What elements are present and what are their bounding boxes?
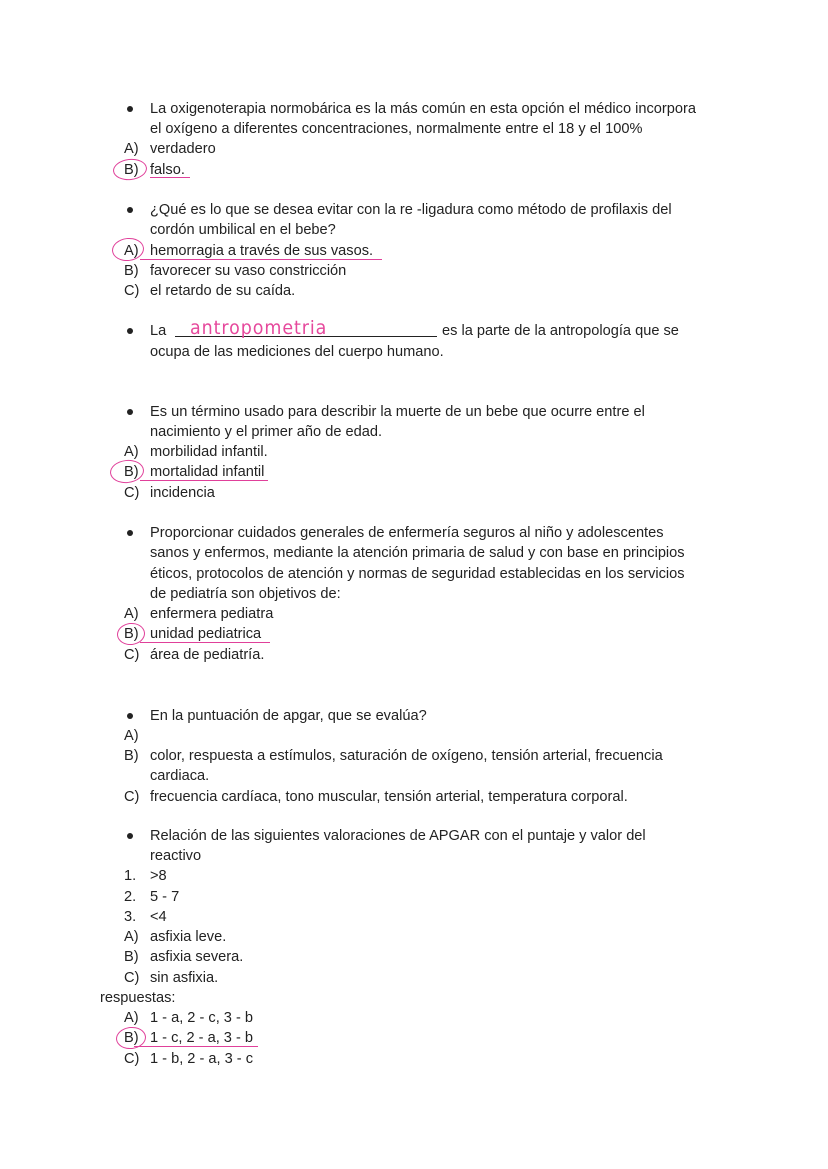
- question-stem: reactivo: [150, 848, 202, 864]
- answer-text: 1 - c, 2 - a, 3 - b: [150, 1030, 254, 1046]
- question-stem: Es un término usado para describir la muerte de un bebe que ocurre entre el: [150, 404, 645, 420]
- option-text: verdadero: [150, 141, 216, 157]
- question-stem: sanos y enfermos, mediante la atención primaria de salud y con base en principios: [150, 545, 685, 561]
- question-stem: nacimiento y el primer año de edad.: [150, 424, 383, 440]
- option-text: frecuencia cardíaca, tono muscular, tensión arterial, temperatura corporal.: [150, 789, 628, 805]
- option-marker: C): [124, 283, 140, 299]
- option-text: morbilidad infantil.: [150, 444, 268, 460]
- answer-marker: A): [124, 1010, 139, 1026]
- option-text: el retardo de su caída.: [150, 283, 296, 299]
- option-text: asfixia leve.: [150, 929, 227, 945]
- numbered-text: >8: [150, 868, 167, 884]
- answer-marker: C): [124, 1051, 140, 1067]
- answer-text: 1 - a, 2 - c, 3 - b: [150, 1010, 254, 1026]
- answer-circle-annotation: [112, 157, 148, 181]
- option-text: cardiaca.: [150, 768, 210, 784]
- option-marker: A): [124, 929, 139, 945]
- question-stem: éticos, protocolos de atención y normas de seguridad establecidas en los servicios: [150, 566, 685, 582]
- question-stem: ocupa de las mediciones del cuerpo humano.: [150, 344, 444, 360]
- option-text: favorecer su vaso constricción: [150, 263, 347, 279]
- question-stem: Proporcionar cuidados generales de enfermería seguros al niño y adolescentes: [150, 525, 664, 541]
- option-marker: C): [124, 970, 140, 986]
- option-text: enfermera pediatra: [150, 606, 274, 622]
- question-stem: Relación de las siguientes valoraciones de APGAR con el puntaje y valor del: [150, 828, 646, 844]
- option-text: asfixia severa.: [150, 949, 244, 965]
- answer-underline-annotation: [140, 480, 268, 481]
- question-stem: cordón umbilical en el bebe?: [150, 222, 336, 238]
- option-marker: B): [124, 464, 139, 480]
- option-text: área de pediatría.: [150, 647, 265, 663]
- bullet-icon: [127, 409, 133, 415]
- bullet-icon: [127, 328, 133, 334]
- answer-text: 1 - b, 2 - a, 3 - c: [150, 1051, 254, 1067]
- numbered-marker: 3.: [124, 909, 137, 925]
- handwritten-answer: antropometria: [190, 317, 328, 339]
- option-text: mortalidad infantil: [150, 464, 265, 480]
- bullet-icon: [127, 106, 133, 112]
- option-marker: B): [124, 949, 139, 965]
- option-text: falso.: [150, 162, 185, 178]
- question-stem: ¿Qué es lo que se desea evitar con la re -ligadura como método de profilaxis del: [150, 202, 672, 218]
- option-text: unidad pediatrica: [150, 626, 262, 642]
- answer-underline-annotation: [140, 259, 382, 260]
- answers-label: respuestas:: [100, 990, 176, 1006]
- option-marker: A): [124, 444, 139, 460]
- option-text: hemorragia a través de sus vasos.: [150, 243, 374, 259]
- option-marker: A): [124, 606, 139, 622]
- option-text: incidencia: [150, 485, 215, 501]
- numbered-text: <4: [150, 909, 167, 925]
- fill-suffix: es la parte de la antropología que se: [442, 323, 679, 339]
- option-marker: A): [124, 141, 139, 157]
- option-marker: C): [124, 485, 140, 501]
- answer-underline-annotation: [140, 642, 270, 643]
- numbered-marker: 2.: [124, 889, 137, 905]
- option-marker: B): [124, 748, 139, 764]
- bullet-icon: [127, 530, 133, 536]
- question-stem: La oxigenoterapia normobárica es la más común en esta opción el médico incorpora: [150, 101, 696, 117]
- option-marker: C): [124, 789, 140, 805]
- question-stem: En la puntuación de apgar, que se evalúa?: [150, 708, 427, 724]
- option-marker: A): [124, 728, 139, 744]
- question-stem: el oxígeno a diferentes concentraciones, normalmente entre el 18 y el 100%: [150, 121, 643, 137]
- option-marker: B): [124, 263, 139, 279]
- answer-underline-annotation: [134, 1046, 258, 1047]
- option-marker: A): [124, 243, 139, 259]
- option-marker: B): [124, 162, 139, 178]
- option-marker: B): [124, 626, 139, 642]
- answer-underline-annotation: [150, 177, 190, 178]
- bullet-icon: [127, 207, 133, 213]
- numbered-text: 5 - 7: [150, 889, 180, 905]
- numbered-marker: 1.: [124, 868, 137, 884]
- answer-marker: B): [124, 1030, 139, 1046]
- option-marker: C): [124, 647, 140, 663]
- bullet-icon: [127, 833, 133, 839]
- fill-prefix: La: [150, 323, 167, 339]
- bullet-icon: [127, 713, 133, 719]
- option-text: sin asfixia.: [150, 970, 219, 986]
- question-stem: de pediatría son objetivos de:: [150, 586, 341, 602]
- option-text: color, respuesta a estímulos, saturación de oxígeno, tensión arterial, frecuencia: [150, 748, 663, 764]
